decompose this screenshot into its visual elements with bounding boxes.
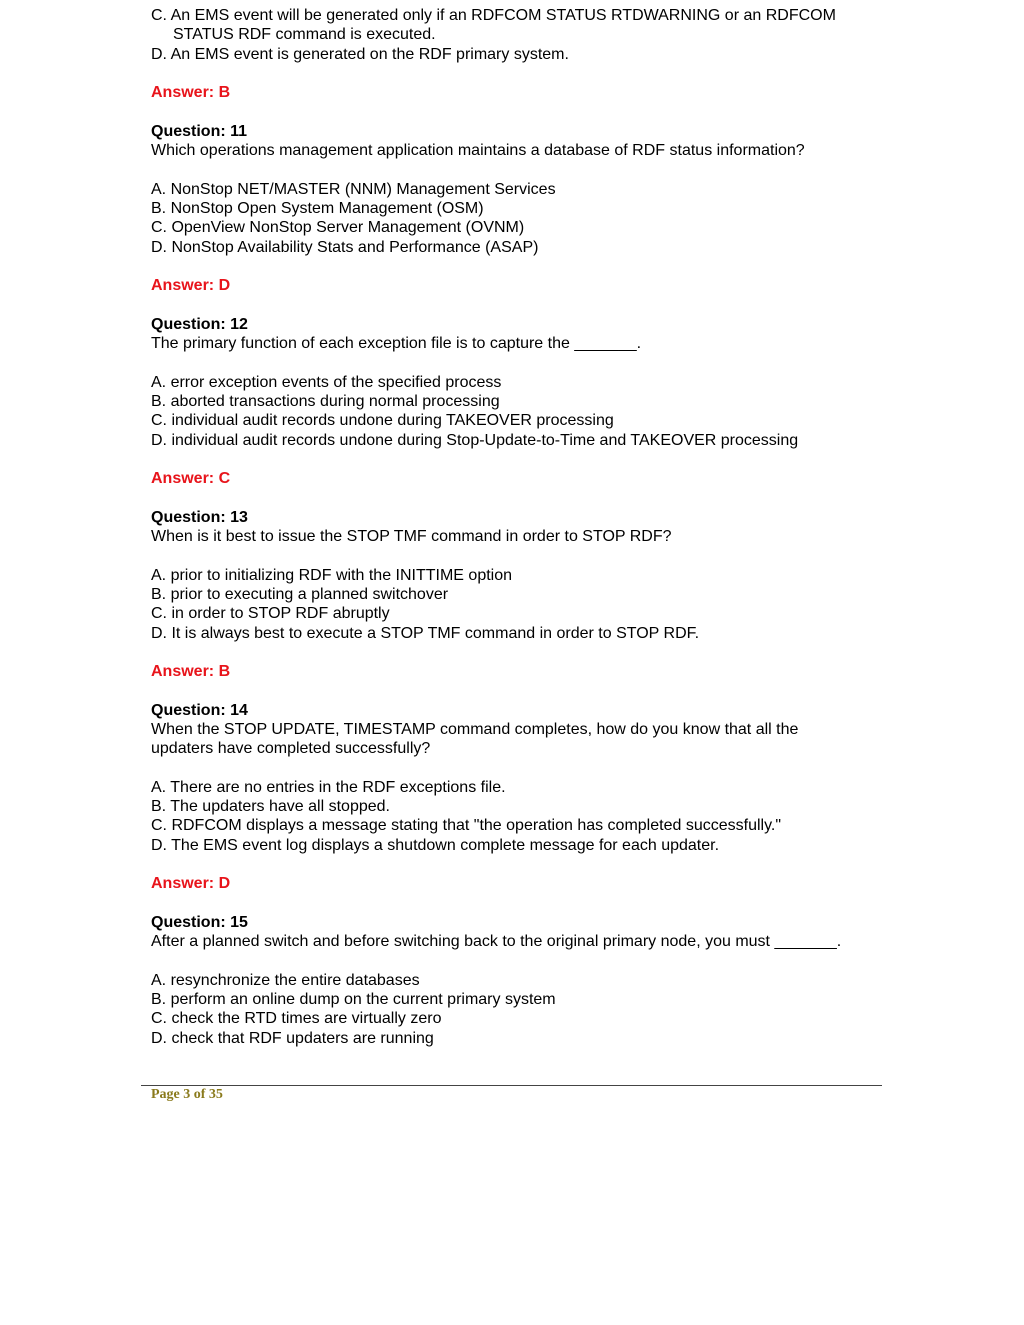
option-d: D. individual audit records undone during Stop-Update-to-Time and TAKEOVER processing — [151, 431, 799, 449]
option-c: C. individual audit records undone during TAKEOVER processing — [151, 412, 614, 430]
question-block — [151, 701, 881, 913]
option-c-continued: STATUS RDF command is executed. — [173, 26, 436, 44]
option-c: C. in order to STOP RDF abruptly — [151, 605, 390, 623]
option-d: D. It is always best to execute a STOP TMF command in order to STOP RDF. — [151, 624, 700, 642]
answer-label: Answer: B — [151, 663, 231, 681]
question-heading: Question: 14 — [151, 701, 248, 719]
page-number: Page 3 of 35 — [151, 1087, 223, 1102]
option-c: C. OpenView NonStop Server Management (OVNM) — [151, 219, 525, 237]
option-b: B. prior to executing a planned switchover — [151, 585, 449, 603]
option-d: D. An EMS event is generated on the RDF primary system. — [151, 45, 569, 63]
question-block — [151, 913, 881, 1048]
answer-label: Answer: B — [151, 84, 231, 102]
question-heading: Question: 11 — [151, 122, 248, 140]
option-a: A. resynchronize the entire databases — [151, 971, 420, 989]
option-a: A. prior to initializing RDF with the INITTIME option — [151, 566, 513, 584]
question-heading: Question: 12 — [151, 315, 248, 333]
option-d: D. check that RDF updaters are running — [151, 1029, 434, 1047]
answer-label: Answer: C — [151, 470, 231, 488]
question-text: When is it best to issue the STOP TMF command in order to STOP RDF? — [151, 528, 672, 546]
question-text: After a planned switch and before switching back to the original primary node, you must _______. — [151, 933, 842, 951]
document-body — [151, 6, 881, 1048]
option-b: B. perform an online dump on the current primary system — [151, 991, 556, 1009]
footer-divider — [141, 1085, 882, 1086]
question-block — [151, 508, 881, 701]
answer-label: Answer: D — [151, 875, 231, 893]
option-b: B. aborted transactions during normal processing — [151, 392, 500, 410]
question-heading: Question: 15 — [151, 913, 248, 931]
option-a: A. error exception events of the specified process — [151, 373, 502, 391]
option-c: C. An EMS event will be generated only if an RDFCOM STATUS RTDWARNING or an RDFCOM — [151, 7, 836, 24]
option-b: B. The updaters have all stopped. — [151, 798, 390, 816]
option-a: A. NonStop NET/MASTER (NNM) Management Services — [151, 180, 556, 198]
answer-label: Answer: D — [151, 277, 231, 295]
option-d: D. The EMS event log displays a shutdown complete message for each updater. — [151, 836, 720, 854]
option-c: C. RDFCOM displays a message stating that "the operation has completed successfully." — [151, 817, 782, 835]
question-text: When the STOP UPDATE, TIMESTAMP command completes, how do you know that all the — [151, 720, 799, 738]
option-a: A. There are no entries in the RDF exceptions file. — [151, 778, 506, 796]
question-text: Which operations management application maintains a database of RDF status information? — [151, 142, 805, 160]
question-heading: Question: 13 — [151, 508, 248, 526]
question-text-continued: updaters have completed successfully? — [151, 740, 431, 758]
continued-question — [151, 6, 881, 122]
question-block — [151, 122, 881, 315]
option-c: C. check the RTD times are virtually zero — [151, 1010, 442, 1028]
option-b: B. NonStop Open System Management (OSM) — [151, 199, 484, 217]
option-d: D. NonStop Availability Stats and Performance (ASAP) — [151, 238, 539, 256]
question-text: The primary function of each exception file is to capture the _______. — [151, 335, 642, 353]
question-block — [151, 315, 881, 508]
